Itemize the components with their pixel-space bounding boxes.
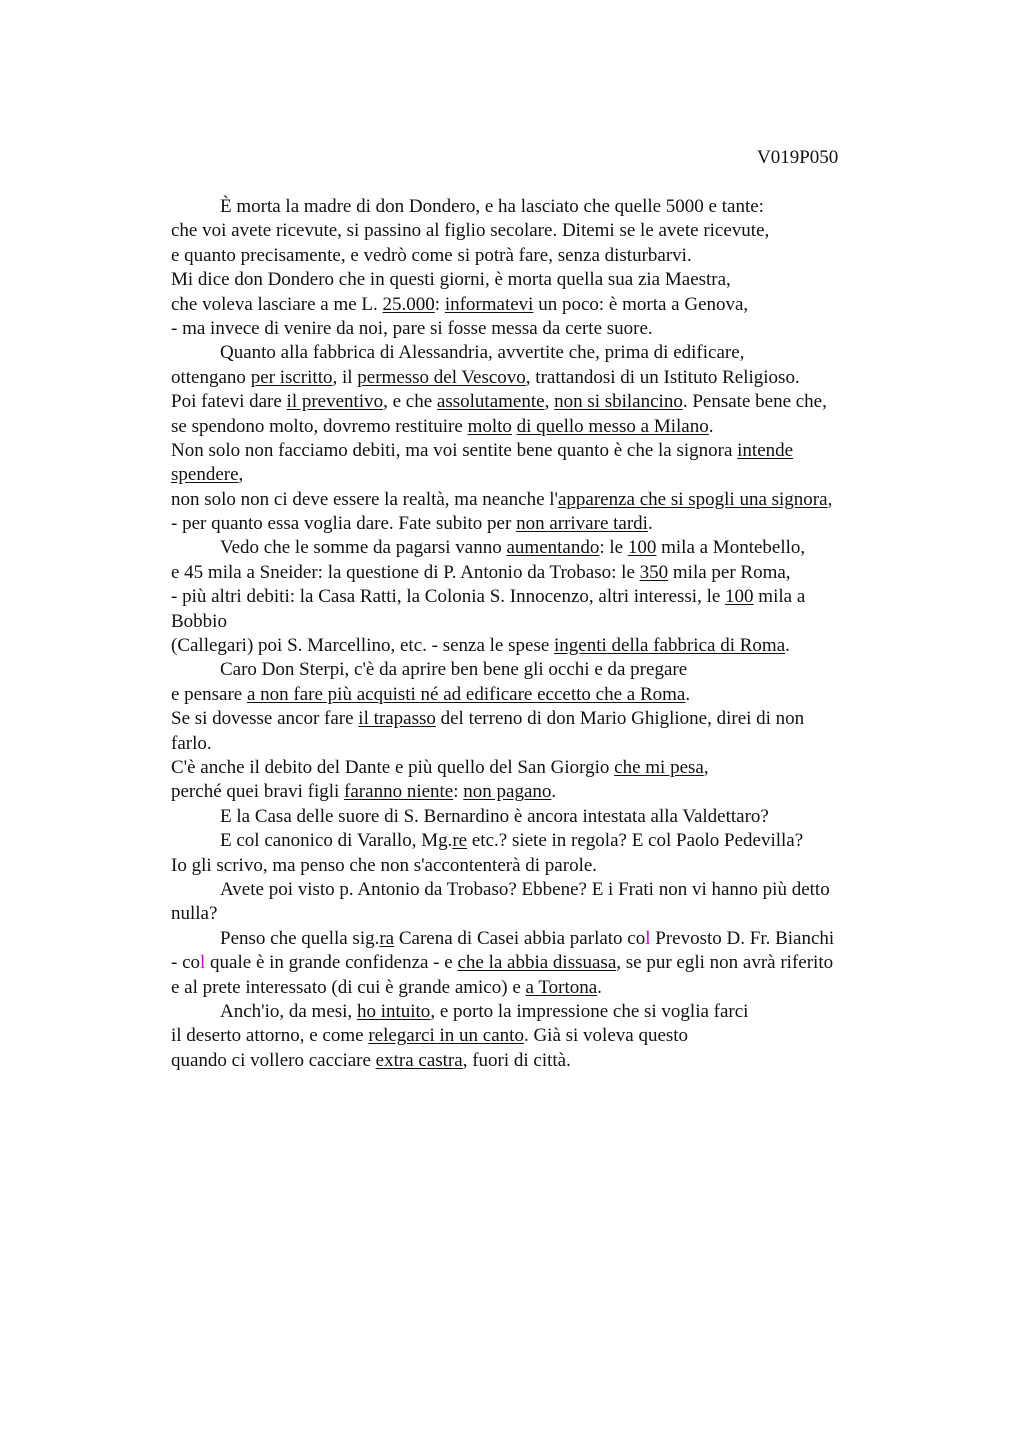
highlighted-letter: l [645,927,651,949]
text-segment: e al prete interessato (di cui è grande amico) e [171,976,526,998]
text-segment: mila a Montebello, [656,537,806,559]
text-line [171,366,901,390]
text-line [171,415,901,439]
text-line [171,707,901,731]
text-line [171,634,901,658]
text-segment: - per quanto essa voglia dare. Fate subito per [171,513,517,535]
underlined-text: ingenti della fabbrica di Roma [554,635,786,657]
underlined-text: per iscritto [250,366,333,388]
text-line [171,927,901,951]
text-segment: Vedo che le somme da pagarsi vanno [220,537,507,559]
text-line [171,756,901,780]
text-segment: , [544,391,555,413]
text-segment: Caro Don Sterpi, c'è da aprire ben bene gli occhi e da pregare [220,659,688,681]
text-segment: farlo. [171,732,212,754]
text-segment: Mi dice don Dondero che in questi giorni, è morta quella sua zia Maestra, [171,269,731,291]
underlined-text: permesso del Vescovo [357,366,526,388]
text-line [171,512,901,536]
text-line [171,976,901,1000]
underlined-text: il trapasso [358,708,436,730]
underlined-text: extra castra [375,1049,463,1071]
letter-body [171,195,901,1073]
text-line [171,1000,901,1024]
underlined-text: che la abbia dissuasa [457,952,617,974]
highlighted-letter: l [200,952,206,974]
text-line [171,219,901,243]
text-segment: il deserto attorno, e come [171,1025,369,1047]
text-line [171,585,901,609]
underlined-text: apparenza che si spogli una signora [557,488,828,510]
text-line [171,1049,901,1073]
text-segment: , e porto la impressione che si voglia farci [430,1000,749,1022]
text-segment: , se pur egli non avrà riferito [616,952,834,974]
text-line [171,390,901,414]
text-segment: : [453,781,464,803]
text-line [171,244,901,268]
text-line [171,683,901,707]
underlined-text: aumentando [506,537,600,559]
underlined-text: faranno niente [344,781,454,803]
underlined-text: di quello messo a Milano [516,415,709,437]
text-segment: , [703,756,709,778]
underlined-text: informatevi [444,293,534,315]
text-line [171,439,901,463]
text-segment: e quanto precisamente, e vedrò come si potrà fare, senza disturbarvi. [171,244,692,266]
text-segment: È morta la madre di don Dondero, e ha lasciato che quelle 5000 e tante: [220,196,764,217]
text-segment: . Già si voleva questo [523,1025,689,1047]
underlined-text: non si sbilancino [554,391,683,413]
text-segment: Prevosto D. Fr. Bianchi [650,927,835,949]
text-segment: Avete poi visto p. Antonio da Trobaso? Ebbene? E i Frati non vi hanno più detto [220,878,830,900]
underlined-text: 25.000 [382,293,435,315]
text-segment: Anch'io, da mesi, [220,1000,357,1022]
underlined-text: intende [737,439,794,461]
underlined-text: che mi pesa [614,756,704,778]
text-segment: (Callegari) poi S. Marcellino, etc. - senza le spese [171,635,555,657]
text-segment: E la Casa delle suore di S. Bernardino è ancora intestata alla Valdettaro? [220,805,769,827]
text-segment: , fuori di città. [462,1049,571,1071]
underlined-text: ho intuito [356,1000,431,1022]
text-segment: e 45 mila a Sneider: la questione di P. Antonio da Trobaso: le [171,561,640,583]
text-line [171,341,901,365]
text-segment: del terreno di don Mario Ghiglione, direi di non [435,708,805,730]
text-segment: quando ci vollero cacciare [171,1049,376,1071]
text-segment: - co [171,952,201,974]
text-segment: E col canonico di Varallo, Mg. [220,830,453,852]
text-segment: Se si dovesse ancor fare [171,708,359,730]
text-line [171,488,901,512]
text-segment: mila a [753,586,806,608]
text-segment: . Pensate bene che, [682,391,827,413]
text-segment: Io gli scrivo, ma penso che non s'accontenterà di parole. [171,854,598,876]
text-segment: Poi fatevi dare [171,391,287,413]
text-segment: : le [599,537,628,559]
text-segment: . [597,976,602,998]
text-segment: che voleva lasciare a me L. [171,293,383,315]
text-line [171,1024,901,1048]
text-line [171,805,901,829]
text-line [171,951,901,975]
text-segment: Bobbio [171,610,227,632]
document-reference-code: V019P050 [757,147,839,168]
underlined-text: relegarci in un canto [368,1025,524,1047]
underlined-text: 100 [725,586,754,608]
text-segment: che voi avete ricevute, si passino al figlio secolare. Ditemi se le avete ricevute, [171,220,770,242]
text-segment: Quanto alla fabbrica di Alessandria, avvertite che, prima di edificare, [220,342,745,364]
text-segment: . [785,635,790,657]
underlined-text: re [452,830,468,852]
text-segment: e pensare [171,683,247,705]
text-segment: non solo non ci deve essere la realtà, ma neanche l' [171,488,558,510]
text-segment: nulla? [171,903,218,925]
text-segment: mila per Roma, [668,561,791,583]
text-segment: etc.? siete in regola? E col Paolo Pedevilla? [467,830,804,852]
text-segment: : [434,293,445,315]
underlined-text: assolutamente [436,391,545,413]
text-segment: - ma invece di venire da noi, pare si fosse messa da certe suore. [171,317,653,339]
underlined-text: non pagano [463,781,552,803]
underlined-text: 100 [627,537,657,559]
text-line [171,293,901,317]
text-segment: , [827,488,833,510]
text-line [171,878,901,902]
text-line [171,463,901,487]
text-segment: Carena di Casei abbia parlato co [394,927,646,949]
text-segment: , [238,464,244,486]
underlined-text: il preventivo [286,391,384,413]
text-segment: Non solo non facciamo debiti, ma voi sentite bene quanto è che la signora [171,439,738,461]
text-line [171,854,901,878]
text-line [171,268,901,292]
text-line [171,658,901,682]
text-segment: . [647,513,653,535]
text-segment: . [708,415,714,437]
underlined-text: a non fare più acquisti né ad edificare eccetto che a Roma [246,683,686,705]
text-line [171,780,901,804]
text-segment: , e che [383,391,437,413]
text-line [171,902,901,926]
text-line [171,317,901,341]
text-segment: un poco: è morta a Genova, [533,293,749,315]
text-line [171,732,901,756]
text-line [171,829,901,853]
underlined-text: molto [467,415,512,437]
text-segment: - più altri debiti: la Casa Ratti, la Colonia S. Innocenzo, altri interessi, le [171,586,726,608]
text-segment: se spendono molto, dovremo restituire [171,415,468,437]
text-line [171,561,901,585]
underlined-text: 350 [639,561,669,583]
text-segment: Penso che quella sig. [220,927,380,949]
text-line [171,536,901,560]
text-segment: quale è in grande confidenza - e [205,952,458,974]
text-segment: , trattandosi di un Istituto Religioso. [525,366,800,388]
text-line [171,195,901,219]
underlined-text: spendere [171,464,239,486]
text-segment: , il [332,366,358,388]
text-segment: . [551,781,557,803]
text-segment: ottengano [171,366,251,388]
text-segment: . [685,683,691,705]
text-segment: perché quei bravi figli [171,781,345,803]
underlined-text: ra [379,927,395,949]
text-segment: C'è anche il debito del Dante e più quello del San Giorgio [171,756,615,778]
text-line [171,610,901,634]
underlined-text: non arrivare tardi [516,513,648,535]
underlined-text: a Tortona [525,976,598,998]
